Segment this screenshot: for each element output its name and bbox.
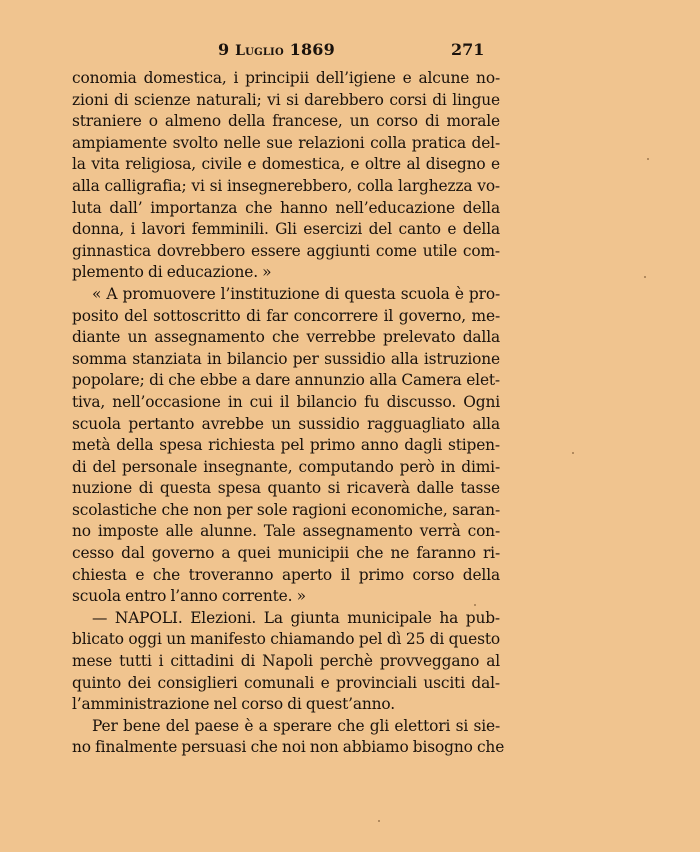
text-line: posito del sottoscritto di far concorrere il governo, me- [72, 306, 500, 325]
paper-speck [474, 604, 476, 606]
text-line: diante un assegnamento che verrebbe prelevato dalla [72, 328, 500, 347]
text-line: quinto dei consiglieri comunali e provinciali usciti dal- [72, 673, 500, 692]
text-line: straniere o almeno della francese, un corso di morale [72, 112, 500, 131]
text-line: scuola entro l’anno corrente. » [72, 587, 306, 606]
text-line: di del personale insegnante, computando però in dimi- [72, 457, 500, 476]
header-day: 9 [218, 40, 230, 59]
text-line: ginnastica dovrebbero essere aggiunti come utile com- [72, 241, 500, 260]
body-text [72, 68, 505, 759]
page-header [0, 38, 700, 64]
text-line: metà della spesa richiesta pel primo anno dagli stipen- [72, 436, 500, 455]
text-line: scolastiche che non per sole ragioni economiche, saran- [72, 500, 500, 519]
text-line: conomia domestica, i principii dell’igiene e alcune no- [72, 69, 500, 87]
text-line: scuola pertanto avrebbe un sussidio ragguagliato alla [72, 414, 500, 433]
paper-speck [378, 820, 380, 822]
text-line: popolare; di che ebbe a dare annunzio alla Camera elet- [72, 371, 500, 390]
text-line: Per bene del paese è a sperare che gli elettori si sie- [92, 716, 500, 735]
text-line: mese tutti i cittadini di Napoli perchè provveggano al [72, 652, 500, 671]
header-month: Luglio [235, 43, 284, 59]
text-line: no finalmente persuasi che noi non abbiamo bisogno che [72, 738, 505, 757]
paper-speck [644, 276, 646, 278]
text-line: zioni di scienze naturali; vi si darebbero corsi di lingue [72, 90, 500, 109]
text-line: alla calligrafia; vi si insegnerebbero, colla larghezza vo- [72, 176, 500, 195]
text-line: l’amministrazione nel corso di quest’anno. [72, 695, 395, 714]
text-line: chiesta e che troveranno aperto il primo corso della [72, 565, 500, 584]
text-line: nuzione di questa spesa quanto si ricaverà dalle tasse [72, 479, 500, 498]
header-date [218, 40, 335, 59]
text-line: « A promuovere l’instituzione di questa scuola è pro- [92, 284, 500, 303]
paper-speck [647, 158, 649, 160]
text-line: plemento di educazione. » [72, 263, 272, 282]
paper-speck [572, 452, 574, 454]
page-number: 271 [451, 40, 485, 59]
text-line: blicato oggi un manifesto chiamando pel dì 25 di questo [72, 630, 500, 649]
text-line: somma stanziata in bilancio per sussidio alla istruzione [72, 349, 500, 368]
text-line: no imposte alle alunne. Tale assegnamento verrà con- [72, 522, 500, 541]
header-year: 1869 [289, 40, 335, 59]
text-line: — NAPOLI. Elezioni. La giunta municipale ha pub- [92, 608, 500, 627]
text-line: cesso dal governo a quei municipii che ne faranno ri- [72, 544, 500, 563]
text-line: luta dall’ importanza che hanno nell’educazione della [72, 198, 500, 217]
text-line: tiva, nell’occasione in cui il bilancio fu discusso. Ogni [72, 392, 500, 411]
text-line: la vita religiosa, civile e domestica, e oltre al disegno e [72, 155, 500, 174]
text-line: donna, i lavori femminili. Gli esercizi del canto e della [72, 220, 500, 239]
text-line: ampiamente svolto nelle sue relazioni colla pratica del- [72, 133, 500, 152]
